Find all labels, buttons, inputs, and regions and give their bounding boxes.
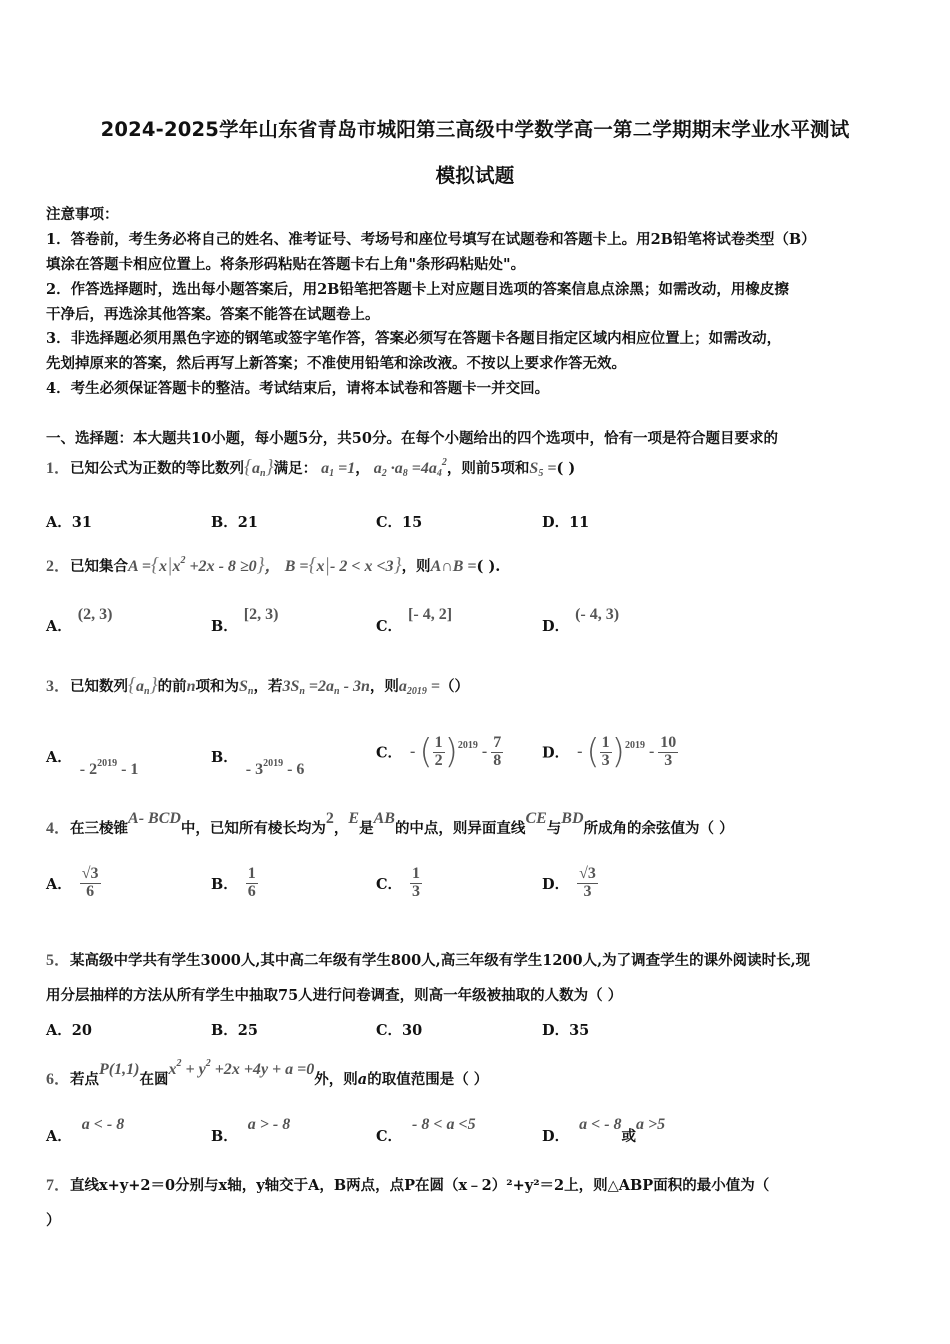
- notice-line: 填涂在答题卡相应位置上。将条形码粘贴在答题卡右上角"条形码粘贴处"。: [46, 256, 526, 273]
- question-7-line-2: ）: [46, 1212, 61, 1229]
- q6-option-c[interactable]: C．- 8 < a <5: [376, 1116, 476, 1145]
- q3-option-c[interactable]: C． - ( $\frac{1}{2}$ )$^{2019}$ - $\frac{7}{8}$: [376, 732, 502, 772]
- question-number: 5．: [46, 952, 71, 969]
- question-number: 2．: [46, 558, 71, 575]
- q5-option-a[interactable]: A．20: [46, 1022, 92, 1039]
- question-7-line-1: 7．直线x+y+2＝0分别与x轴，y轴交于A，B两点，点P在圆（x﹣2）²+y²＝2上，则△ABP面积的最小值为（: [46, 1177, 770, 1194]
- question-4: 4．在三棱锥A- BCD中，已知所有棱长均为2，E是AB的中点，则异面直线CE与BD所成角的余弦值为（ ）: [46, 810, 734, 837]
- question-number: 4．: [46, 820, 71, 837]
- q2-option-a[interactable]: A．(2, 3): [46, 606, 113, 635]
- question-5-line-2: 用分层抽样的方法从所有学生中抽取75人进行问卷调查，则高一年级被抽取的人数为（ ）: [46, 987, 623, 1004]
- question-6: 6．若点P(1,1)在圆$x^2 + y^2 +2x +4y + a =0$外，则a的取值范围是（ ）: [46, 1058, 489, 1088]
- question-number: 7．: [46, 1177, 71, 1194]
- question-1: 1．已知公式为正数的等比数列$\{a_n\}$满足： $a_1 =1$， $a_2 \cdot a_8 =4a_4^2$，则前5项和$S_5$ =( ): [46, 456, 576, 479]
- q6-option-d[interactable]: D．a < - 8或a >5: [542, 1116, 666, 1145]
- exam-title-line-2: 模拟试题: [435, 164, 515, 187]
- q3-option-b[interactable]: B．- $3^{2019} - 6$: [211, 749, 305, 778]
- section-heading: 一、选择题：本大题共10小题，每小题5分，共50分。在每个小题给出的四个选项中，恰有一项是符合题目要求的: [46, 430, 778, 447]
- q3-option-a[interactable]: A．- $2^{2019} - 1$: [46, 749, 139, 778]
- exam-title-line-1: 2024-2025学年山东省青岛市城阳第三高级中学数学高一第二学期期末学业水平测试: [100, 118, 850, 141]
- question-5-line-1: 5．某高级中学共有学生3000人,其中高二年级有学生800人,高三年级有学生1200人,为了调查学生的课外阅读时长,现: [46, 952, 811, 969]
- notice-line: 3．非选择题必须用黑色字迹的钢笔或签字笔作答，答案必须写在答题卡各题目指定区域内相应位置上；如需改动，: [46, 330, 782, 347]
- question-number: 6．: [46, 1071, 71, 1088]
- question-3: 3．已知数列$\{a_n\}$的前n项和为$S_n$，若$3S_n =2a_n - 3n$，则$a_{2019}$ =（）: [46, 674, 469, 697]
- notice-line: 先划掉原来的答案，然后再写上新答案；不准使用铅笔和涂改液。不按以上要求作答无效。: [46, 355, 626, 372]
- q5-option-d[interactable]: D．35: [542, 1022, 590, 1039]
- q2-option-d[interactable]: D．(- 4, 3): [542, 606, 620, 635]
- q2-option-c[interactable]: C．[- 4, 2]: [376, 606, 453, 635]
- q1-option-b[interactable]: B．21: [211, 514, 258, 531]
- q1-option-d[interactable]: D．11: [542, 514, 590, 531]
- q6-option-b[interactable]: B．a > - 8: [211, 1116, 291, 1145]
- q4-option-b[interactable]: B． $\frac{1}{6}$: [211, 865, 256, 900]
- q1-option-c[interactable]: C．15: [376, 514, 423, 531]
- notice-line: 2．作答选择题时，选出每小题答案后，用2B铅笔把答题卡上对应题目选项的答案信息点涂黑；如需改动，用橡皮擦: [46, 281, 789, 298]
- question-number: 1．: [46, 460, 71, 477]
- question-2: 2．已知集合$A =\{x|x^2 +2x - 8 \ge 0\}$， B ={x|- 2 < x <3}，则A∩B =( ).: [46, 554, 501, 576]
- q5-option-c[interactable]: C．30: [376, 1022, 423, 1039]
- notice-line: 4．考生必须保证答题卡的整洁。考试结束后，请将本试卷和答题卡一并交回。: [46, 380, 550, 397]
- q4-option-a[interactable]: A． $\frac{√3}{6}$: [46, 865, 99, 900]
- q5-option-b[interactable]: B．25: [211, 1022, 258, 1039]
- q1-option-a[interactable]: A．31: [46, 514, 92, 531]
- notice-heading: 注意事项：: [46, 206, 119, 223]
- notice-line: 1．答卷前，考生务必将自己的姓名、准考证号、考场号和座位号填写在试题卷和答题卡上。用2B铅笔将试卷类型（B）: [46, 231, 816, 248]
- notice-line: 干净后，再选涂其他答案。答案不能答在试题卷上。: [46, 306, 380, 323]
- q4-option-d[interactable]: D． $\frac{√3}{3}$: [542, 865, 596, 900]
- q2-option-b[interactable]: B．[2, 3): [211, 606, 279, 635]
- question-number: 3．: [46, 678, 71, 695]
- q6-option-a[interactable]: A．a < - 8: [46, 1116, 125, 1145]
- q3-option-d[interactable]: D． - ( $\frac{1}{3}$ )$^{2019}$ - $\frac{10}{3}$: [542, 732, 677, 772]
- q4-option-c[interactable]: C． $\frac{1}{3}$: [376, 865, 421, 900]
